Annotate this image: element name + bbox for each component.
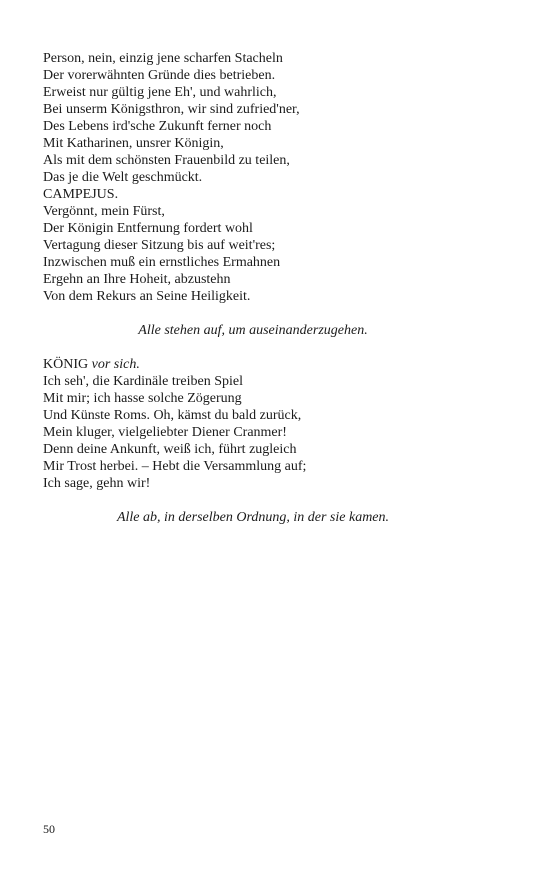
spacer xyxy=(43,492,513,509)
verse-line: Mit Katharinen, unsrer Königin, xyxy=(43,136,224,151)
speaker-line-koenig xyxy=(43,356,513,373)
verse-line: Mir Trost herbei. – Hebt die Versammlung auf; xyxy=(43,459,307,474)
spacer xyxy=(43,339,513,356)
verse-line: Person, nein, einzig jene scharfen Stacheln xyxy=(43,51,283,66)
verse-line: Vergönnt, mein Fürst, xyxy=(43,204,165,219)
verse-line: Des Lebens ird'sche Zukunft ferner noch xyxy=(43,119,272,134)
verse-line: Das je die Welt geschmückt. xyxy=(43,170,203,185)
verse-line: Erweist nur gültig jene Eh', und wahrlich, xyxy=(43,85,277,100)
verse-line: Ergehn an Ihre Hoheit, abzustehn xyxy=(43,272,231,287)
verse-line: Inzwischen muß ein ernstliches Ermahnen xyxy=(43,255,281,270)
verse-line: Von dem Rekurs an Seine Heiligkeit. xyxy=(43,289,251,304)
speaker-direction: vor sich. xyxy=(91,357,140,372)
speaker-name-campejus: CAMPEJUS. xyxy=(43,187,119,202)
speaker-name-koenig: KÖNIG xyxy=(43,357,89,372)
verse-line: Denn deine Ankunft, weiß ich, führt zugleich xyxy=(43,442,297,457)
verse-line: Ich sage, gehn wir! xyxy=(43,476,151,491)
page-number: 50 xyxy=(43,822,55,836)
verse-line: Der Königin Entfernung fordert wohl xyxy=(43,221,253,236)
verse-line: Bei unserm Königsthron, wir sind zufried'ner, xyxy=(43,102,300,117)
verse-line: Der vorerwähnten Gründe dies betrieben. xyxy=(43,68,276,83)
verse-line: Ich seh', die Kardinäle treiben Spiel xyxy=(43,374,244,389)
stage-direction: Alle ab, in derselben Ordnung, in der sie kamen. xyxy=(116,510,390,525)
verse-line: Mit mir; ich hasse solche Zögerung xyxy=(43,391,242,406)
play-text xyxy=(43,50,513,526)
verse-line: Mein kluger, vielgeliebter Diener Cranmer! xyxy=(43,425,287,440)
stage-direction: Alle stehen auf, um auseinanderzugehen. xyxy=(138,323,368,338)
verse-line: Und Künste Roms. Oh, kämst du bald zurück, xyxy=(43,408,302,423)
spacer xyxy=(43,305,513,322)
verse-line: Als mit dem schönsten Frauenbild zu teilen, xyxy=(43,153,290,168)
verse-line: Vertagung dieser Sitzung bis auf weit'res; xyxy=(43,238,276,253)
